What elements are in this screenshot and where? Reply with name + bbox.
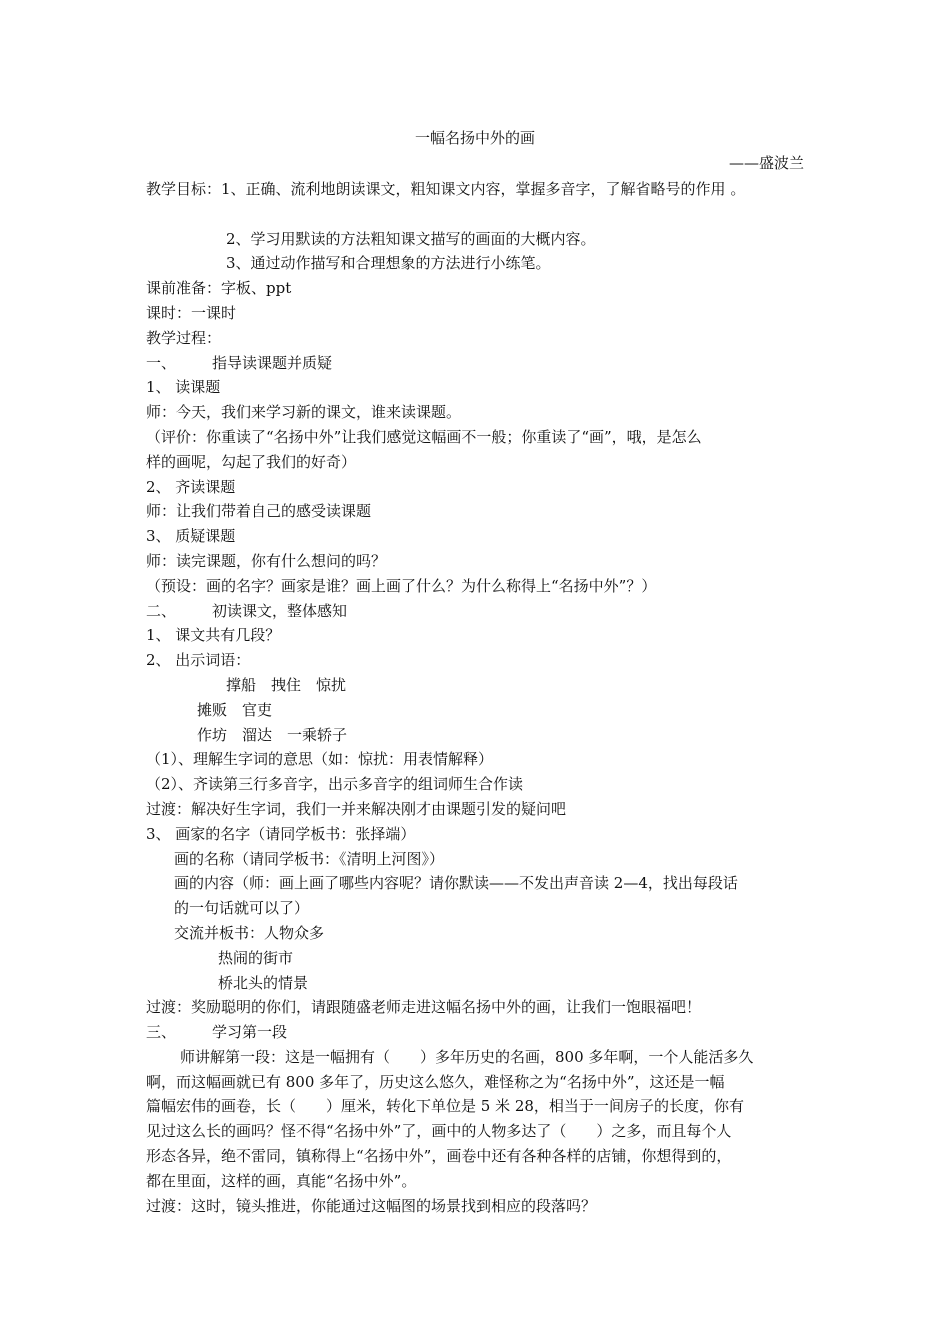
paragraph-line: （评价：你重读了“名扬中外”让我们感觉这幅画不一般；你重读了“画”，哦，是怎么 [146,427,702,446]
paragraph-line: 画的内容（师：画上画了哪些内容呢？请你默读——不发出声音读 2—4，找出每段话 [174,874,738,893]
list-item: 1、 读课题 [146,378,221,397]
teaching-goal-2: 2、学习用默读的方法粗知课文描写的画面的大概内容。 [226,229,596,248]
section-number: 二、 [146,601,177,620]
list-item: 2、 出示词语： [146,651,251,670]
paragraph-line: 师：让我们带着自己的感受读课题 [146,502,372,521]
preparation: 课前准备：字板、ppt [146,279,292,298]
paragraph-line: 画的名称（请同学板书：《清明上河图》） [174,849,445,868]
transition-line: 过渡：奖励聪明的你们，请跟随盛老师走进这幅名扬中外的画，让我们一饱眼福吧！ [146,998,702,1017]
paragraph-line: 的一句话就可以了） [174,899,310,918]
teaching-goal-1: 教学目标：1、正确、流利地朗读课文，粗知课文内容，掌握多音字，了解省略号的作用 。 [146,180,746,198]
paragraph-line: 都在里面，这样的画，真能“名扬中外”。 [146,1171,417,1190]
list-item: 3、 质疑课题 [146,527,236,546]
paragraph-line: 啊，而这幅画就已有 800 多年了，历史这么悠久，难怪称之为“名扬中外”，这还是一幅 [146,1072,725,1091]
paragraph-line: 篇幅宏伟的画卷，长（ ）厘米，转化下单位是 5 米 28，相当于一间房子的长度，你有 [146,1097,744,1116]
board-line: 热闹的街市 [218,948,294,967]
vocab-line: 作坊 溜达 一乘轿子 [197,725,348,744]
section-3-heading [146,1020,816,1045]
section-number: 一、 [146,353,177,372]
paragraph-line: （预设：画的名字？画家是谁？画上画了什么？为什么称得上“名扬中外”？） [146,576,657,595]
section-title: 指导读课题并质疑 [212,353,333,372]
paragraph-line: 见过这么长的画吗？怪不得“名扬中外”了，画中的人物多达了（ ）之多，而且每个人 [146,1122,732,1141]
section-number: 三、 [146,1023,177,1042]
board-line: 桥北头的情景 [218,973,309,992]
list-item: 2、 齐读课题 [146,477,236,496]
section-title: 学习第一段 [212,1023,288,1042]
document-body [146,177,816,1218]
section-1-heading [146,351,816,376]
paragraph-line: （1）、理解生字词的意思（如：惊扰：用表情解释） [146,750,494,769]
paragraph-line: 形态各异，绝不雷同，镇称得上“名扬中外”，画卷中还有各种各样的店铺，你想得到的， [146,1147,732,1166]
list-item: 3、 画家的名字（请同学板书：张择端） [146,824,416,843]
transition-line: 过渡：这时，镜头推进，你能通过这幅图的场景找到相应的段落吗？ [146,1196,597,1215]
paragraph-line: 交流并板书：人物众多 [174,923,325,942]
vocab-line: 撑船 拽住 惊扰 [226,675,347,694]
paragraph-line: 样的画呢，勾起了我们的好奇） [146,452,357,471]
list-item: 1、 课文共有几段？ [146,626,281,645]
paragraph-line: （2）、齐读第三行多音字，出示多音字的组词师生合作读 [146,775,524,794]
paragraph-line: 师：今天，我们来学习新的课文，谁来读课题。 [146,403,462,422]
class-period: 课时：一课时 [146,303,237,322]
transition-line: 过渡：解决好生字词，我们一并来解决刚才由课题引发的疑问吧 [146,799,567,818]
vocab-line: 摊贩 官吏 [197,700,273,719]
process-heading: 教学过程： [146,328,222,347]
blank-line [146,202,816,227]
teaching-goal-3: 3、通过动作描写和合理想象的方法进行小练笔。 [226,254,551,273]
paragraph-line: 师：读完课题，你有什么想问的吗？ [146,551,387,570]
document-title: 一幅名扬中外的画 [414,129,535,147]
section-title: 初读课文，整体感知 [212,601,348,620]
section-2-heading [146,599,816,624]
author-line: ——盛波兰 [728,154,804,172]
paragraph-line: 师讲解第一段：这是一幅拥有（ ）多年历史的名画，800 多年啊，一个人能活多久 [180,1047,754,1066]
